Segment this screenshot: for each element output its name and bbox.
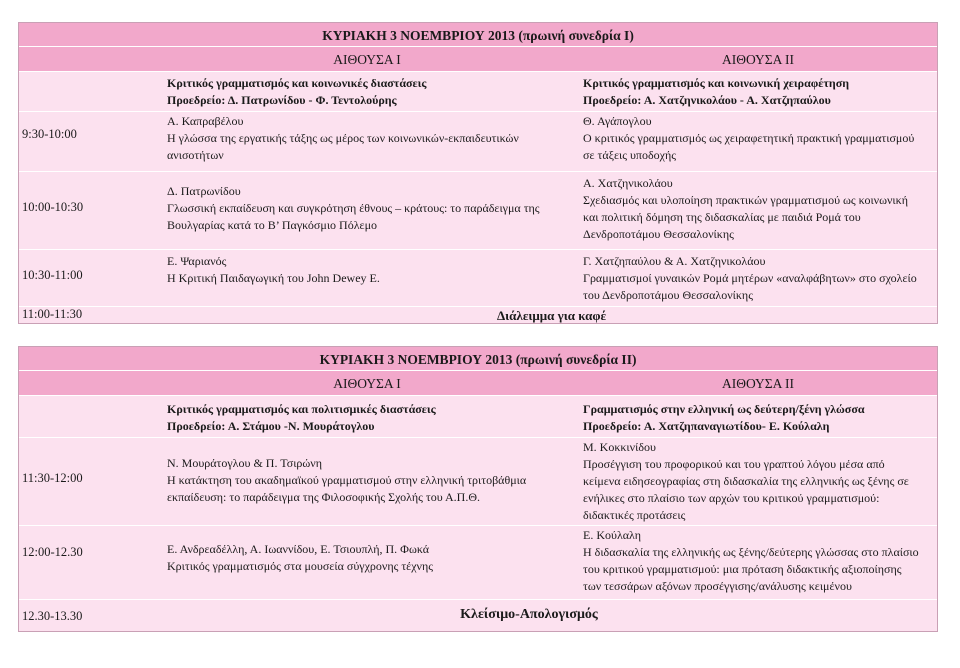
paper-author: Α. Καπραβέλου	[167, 114, 244, 128]
paper-title: εκπαίδευση: το παράδειγμα της Φιλοσοφικής Σχολής του Α.Π.Θ.	[167, 490, 481, 504]
paper-title: των τεσσάρων αξόνων προσέγγισης/ανάλυσης κειμένου	[583, 579, 852, 593]
paper-title: Η κατάκτηση του ακαδημαϊκού γραμματισμού στην ελληνική τριτοβάθμια	[167, 473, 527, 487]
session1-time-slot: 10:00-10:30	[22, 200, 84, 214]
paper-title: Ο κριτικός γραμματισμός ως χειραφετητική πρακτική γραμματισμού	[583, 131, 915, 145]
paper-author: Α. Χατζηνικολάου	[583, 176, 673, 190]
paper-title: κείμενα ειδησεογραφίας στη διδασκαλία της ελληνικής ως ξένης σε	[583, 474, 909, 488]
break-time: 11:00-11:30	[22, 307, 83, 321]
session1-hall2-topic: Κριτικός γραμματισμός και κοινωνική χειραφέτηση	[583, 76, 850, 90]
session2-hall2-label: ΑΙΘΟΥΣΑ ΙΙ	[721, 376, 795, 391]
session2-row-divider	[19, 599, 937, 600]
session2-row-divider	[19, 525, 937, 526]
session1-row-divider	[19, 249, 937, 250]
session1-time-slot: 9:30-10:00	[22, 127, 77, 141]
session1-title: ΚΥΡΙΑΚΗ 3 ΝΟΕΜΒΡΙΟΥ 2013 (πρωινή συνεδρία Ι)	[322, 28, 634, 43]
paper-author: Μ. Κοκκινίδου	[583, 440, 656, 454]
session1-time-slot: 10:30-11:00	[22, 268, 83, 282]
paper-author: Ε. Κούλαλη	[583, 528, 642, 542]
session2-table	[18, 346, 938, 632]
paper-title: Προσέγγιση του προφορικού και του γραπτού λόγου μέσα από	[583, 457, 885, 471]
paper-title: Δενδροποτάμου Θεσσαλονίκης	[583, 227, 734, 241]
paper-author: Ε. Ψαριανός	[167, 254, 227, 268]
paper-author: Θ. Αγάπογλου	[583, 114, 652, 128]
session1-hall1-label: ΑΙΘΟΥΣΑ Ι	[333, 52, 401, 67]
session1-row-divider	[19, 111, 937, 112]
session1-title-band	[19, 23, 937, 47]
paper-title: διδακτικές προτάσεις	[583, 508, 686, 522]
paper-title: Κριτικός γραμματισμός στα μουσεία σύγχρονης τέχνης	[167, 559, 434, 573]
paper-title: του κριτικού γραμματισμού: μια πρόταση διδακτικής αξιοποίησης	[583, 562, 902, 576]
paper-title: Η διδασκαλία της ελληνικής ως ξένης/δεύτερης γλώσσας στο πλαίσιο	[583, 545, 919, 559]
session1-halls-band	[19, 47, 937, 72]
session1-hall1-chair: Προεδρείο: Δ. Πατρωνίδου - Φ. Τεντολούρης	[167, 93, 397, 107]
session1-hall2-chair: Προεδρείο: Α. Χατζηνικολάου - Α. Χατζηπαύλου	[583, 93, 831, 107]
session2-title: ΚΥΡΙΑΚΗ 3 ΝΟΕΜΒΡΙΟΥ 2013 (πρωινή συνεδρία ΙΙ)	[319, 352, 637, 367]
paper-title: Βουλγαρίας κατά το Β’ Παγκόσμιο Πόλεμο	[167, 218, 378, 232]
session1-hall2-label: ΑΙΘΟΥΣΑ ΙΙ	[721, 52, 795, 67]
closing-time: 12.30-13.30	[22, 609, 83, 623]
session2-time-slot: 11:30-12:00	[22, 471, 83, 485]
paper-title: του Δενδροποτάμου Θεσσαλονίκης	[583, 288, 753, 302]
paper-title: ανισοτήτων	[167, 148, 224, 162]
session1-row-divider	[19, 171, 937, 172]
session2-hall2-topic: Γραμματισμός στην ελληνική ως δεύτερη/ξένη γλώσσα	[583, 402, 865, 416]
closing-label: Κλείσιμο-Απολογισμός	[460, 607, 598, 622]
paper-title: Γλωσσική εκπαίδευση και συγκρότηση έθνους – κράτους: το παράδειγμα της	[167, 201, 540, 215]
paper-title: Η Κριτική Παιδαγωγική του John Dewey Ε.	[167, 271, 380, 285]
paper-title: ενήλικες στο πλαίσιο των αρχών του κριτικού γραμματισμού:	[583, 491, 880, 505]
paper-title: Σχεδιασμός και υλοποίηση πρακτικών γραμματισμού ως κοινωνική	[583, 193, 908, 207]
session1-row-divider	[19, 306, 937, 307]
paper-author: Γ. Χατζηπαύλου & Α. Χατζηνικολάου	[583, 254, 766, 268]
session2-hall1-label: ΑΙΘΟΥΣΑ Ι	[333, 376, 401, 391]
session2-row-divider	[19, 437, 937, 438]
session1-table	[18, 22, 938, 324]
session2-time-slot: 12:00-12.30	[22, 545, 83, 559]
paper-author: Δ. Πατρωνίδου	[167, 184, 241, 198]
paper-title: Γραμματισμοί γυναικών Ρομά μητέρων «αναλφάβητων» στο σχολείο	[583, 271, 917, 285]
session2-halls-band	[19, 371, 937, 396]
session1-hall1-topic: Κριτικός γραμματισμός και κοινωνικές διαστάσεις	[167, 76, 427, 90]
paper-title: και πολιτική δόμηση της διδασκαλίας με παιδιά Ρομά του	[583, 210, 861, 224]
session2-title-band	[19, 347, 937, 371]
session2-hall2-chair: Προεδρείο: Α. Χατζηπαναγιωτίδου- Ε. Κούλαλη	[583, 419, 830, 433]
session2-hall1-chair: Προεδρείο: Α. Στάμου -Ν. Μουράτογλου	[167, 419, 375, 433]
paper-author: Ε. Ανδρεαδέλλη, Α. Ιωαννίδου, Ε. Τσιουπλή, Π. Φωκά	[167, 542, 430, 556]
break-label: Διάλειμμα για καφέ	[497, 308, 607, 323]
session2-hall1-topic: Κριτικός γραμματισμός και πολιτισμικές διαστάσεις	[167, 402, 436, 416]
paper-title: Η γλώσσα της εργατικής τάξης ως μέρος των κοινωνικών-εκπαιδευτικών	[167, 131, 519, 145]
paper-author: Ν. Μουράτογλου & Π. Τσιρώνη	[167, 456, 323, 470]
paper-title: σε τάξεις υποδοχής	[583, 148, 676, 162]
